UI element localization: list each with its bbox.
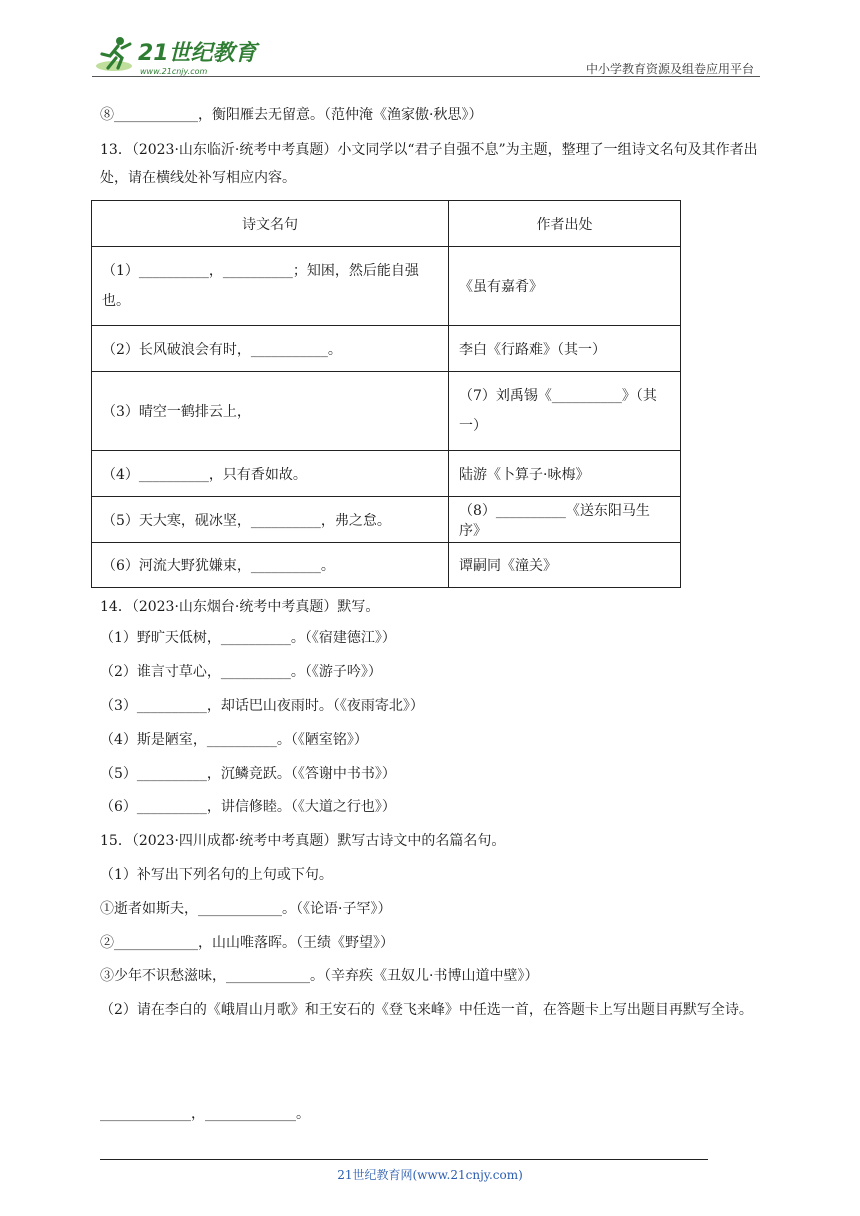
answer-line: _____________，_____________。 <box>100 1106 310 1122</box>
poem-cell: （3）晴空一鹤排云上， <box>92 372 449 451</box>
question-15-item: ③少年不识愁滋味，____________。（辛弃疾《丑奴儿·书博山道中壁》） <box>100 968 539 984</box>
column-header-source: 作者出处 <box>449 201 681 247</box>
question-12-item-8: ⑧____________，衡阳雁去无留意。（范仲淹《渔家傲·秋思》） <box>100 107 483 123</box>
column-header-poem: 诗文名句 <box>92 201 449 247</box>
source-cell: 李白《行路难》（其一） <box>449 326 681 372</box>
question-14-item: （4）斯是陋室，__________。（《陋室铭》） <box>100 732 368 748</box>
footer-link[interactable]: 21世纪教育网(www.21cnjy.com) <box>337 1168 523 1182</box>
question-14-item: （5）__________，沉鳞竞跃。（《答谢中书书》） <box>100 766 396 782</box>
question-15-intro: 15．（2023·四川成都·统考中考真题）默写古诗文中的名篇名句。 <box>100 833 506 849</box>
source-cell: （8）__________《送东阳马生序》 <box>449 497 681 543</box>
question-14-item: （3）__________，却话巴山夜雨时。（《夜雨寄北》） <box>100 698 424 714</box>
table-row <box>92 497 681 543</box>
header-divider <box>92 76 760 77</box>
footer-divider <box>100 1159 708 1160</box>
table-row <box>92 247 681 326</box>
table-header-row <box>92 201 681 247</box>
poem-cell: （1）__________，__________；知困，然后能自强也。 <box>92 247 449 326</box>
question-14-item: （2）谁言寸草心，__________。（《游子吟》） <box>100 664 382 680</box>
poem-cell: （2）长风破浪会有时，___________。 <box>92 326 449 372</box>
table-row <box>92 326 681 372</box>
question-15-item: ②____________，山山唯落晖。（王绩《野望》） <box>100 935 394 951</box>
source-cell: 《虽有嘉肴》 <box>449 247 681 326</box>
platform-name: 中小学教育资源及组卷应用平台 <box>585 62 754 76</box>
page-header <box>92 32 760 80</box>
question-15-part-1: （1）补写出下列名句的上句或下句。 <box>100 867 333 883</box>
source-cell: （7）刘禹锡《__________》（其一） <box>449 372 681 451</box>
site-logo <box>92 32 262 80</box>
question-14-item: （1）野旷天低树，__________。（《宿建德江》） <box>100 630 396 646</box>
poem-cell: （4）__________，只有香如故。 <box>92 451 449 497</box>
logo-title: 21世纪教育 <box>138 41 257 66</box>
table-row <box>92 543 681 588</box>
poem-cell: （6）河流大野犹嫌束，__________。 <box>92 543 449 588</box>
source-cell: 谭嗣同《潼关》 <box>449 543 681 588</box>
poem-source-table <box>91 200 681 588</box>
question-13-intro: 13．（2023·山东临沂·统考中考真题）小文同学以“君子自强不息”为主题，整理了一组诗文名句及其作者出处，请在横线处补写相应内容。 <box>100 142 758 186</box>
source-cell: 陆游《卜算子·咏梅》 <box>449 451 681 497</box>
poem-cell: （5）天大寒，砚冰坚，__________，弗之怠。 <box>92 497 449 543</box>
question-15-part-2: （2）请在李白的《峨眉山月歌》和王安石的《登飞来峰》中任选一首，在答题卡上写出题目再默写全诗。 <box>100 1002 753 1018</box>
logo-url: www.21cnjy.com <box>140 67 208 76</box>
question-15-item: ①逝者如斯夫，____________。（《论语·子罕》） <box>100 901 392 917</box>
table-row <box>92 451 681 497</box>
question-14-item: （6）__________，讲信修睦。（《大道之行也》） <box>100 799 396 815</box>
table-row <box>92 372 681 451</box>
question-14-intro: 14．（2023·山东烟台·统考中考真题）默写。 <box>100 599 380 615</box>
